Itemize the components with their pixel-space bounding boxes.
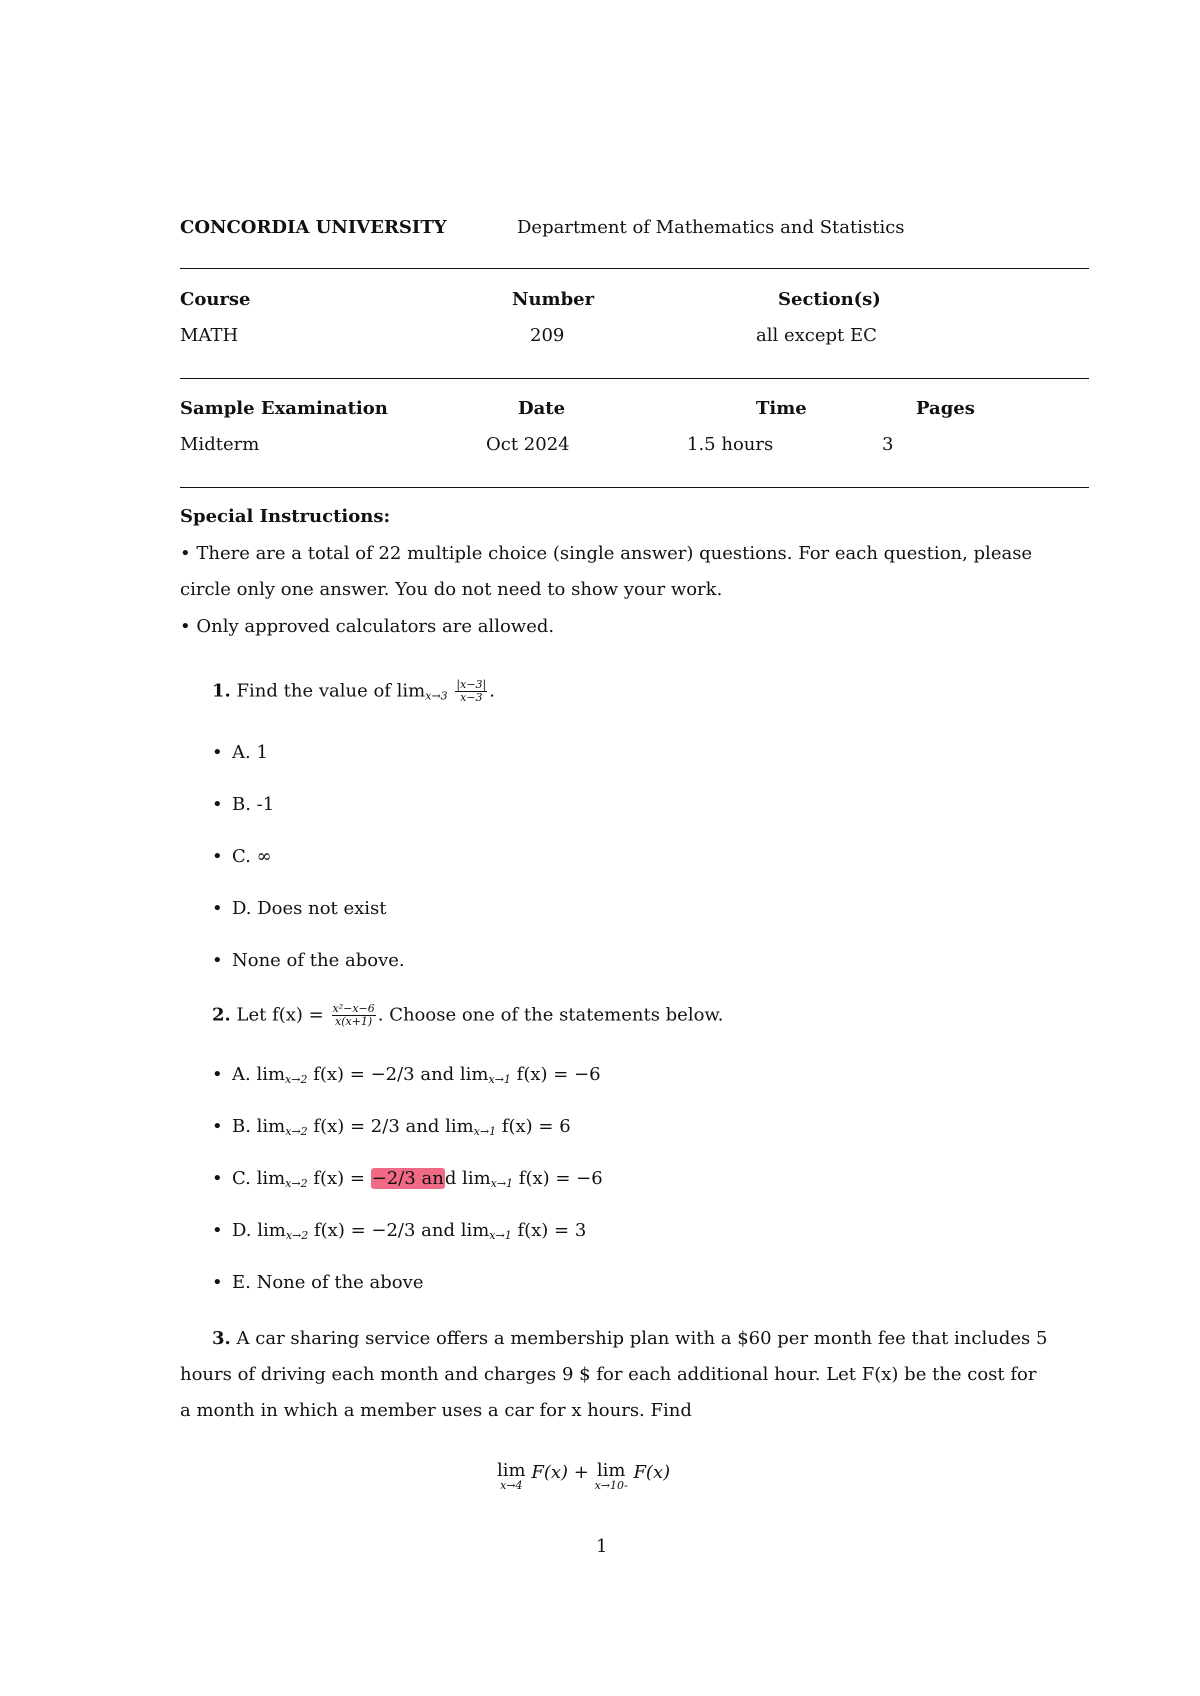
bullet-icon: • — [180, 543, 197, 564]
q1-option-d[interactable]: • D. Does not exist — [212, 898, 387, 919]
fraction: $\frac{\text{x²−x−6}}{x(x+1)}$ — [332, 1002, 375, 1028]
bullet-icon: • — [212, 1064, 223, 1085]
course-header: Course — [180, 289, 251, 310]
sections-value: all except EC — [756, 325, 877, 346]
question-3-line: a month in which a member uses a car for x hours. Find — [180, 1400, 692, 1421]
q2-option-a[interactable]: • A. $\lim_{x\to 2} f(x) = -2/3$ and $\lim_{x\to 1} f(x) = -6$ — [212, 1064, 601, 1086]
q2-option-c[interactable]: • C. $\lim_{x\to 2} f(x) = -2/3$ and $\lim_{x\to 1} f(x) = -6$ — [212, 1168, 603, 1190]
divider — [180, 487, 1089, 488]
bullet-icon: • — [212, 898, 223, 919]
bullet-icon: • — [212, 742, 223, 763]
number-header: Number — [512, 289, 595, 310]
question-1: 1. Find the value of $\lim_{x\to 3}$ $\frac{|x-3|}{x-3}$ . — [212, 678, 495, 704]
time-header: Time — [756, 398, 807, 419]
divider — [180, 268, 1089, 269]
sections-header: Section(s) — [778, 289, 881, 310]
bullet-icon: • — [212, 1116, 223, 1137]
question-3-line: hours of driving each month and charges 9 $ for each additional hour. Let F(x) be the cost for — [180, 1364, 1037, 1385]
time-value: 1.5 hours — [687, 434, 774, 455]
bullet-icon: • — [212, 1220, 223, 1241]
divider — [180, 378, 1089, 379]
department-name: Department of Mathematics and Statistics — [517, 217, 905, 238]
pages-value: 3 — [882, 434, 894, 455]
bullet-icon: • — [212, 950, 223, 971]
highlight-mark: −2/3 an — [371, 1168, 444, 1189]
university-name: CONCORDIA UNIVERSITY — [180, 217, 447, 238]
q2-option-b[interactable]: • B. $\lim_{x\to 2} f(x) = 2/3$ and $\lim_{x\to 1} f(x) = 6$ — [212, 1116, 571, 1138]
q2-option-e[interactable]: • E. None of the above — [212, 1272, 424, 1293]
bullet-icon: • — [212, 1168, 223, 1189]
bullet-icon: • — [212, 794, 223, 815]
date-value: Oct 2024 — [486, 434, 570, 455]
sample-exam-header: Sample Examination — [180, 398, 388, 419]
bullet-icon: • — [212, 846, 223, 867]
question-3: 3. A car sharing service offers a membership plan with a $60 per month fee that includes 5 — [212, 1328, 1048, 1349]
q1-option-c[interactable]: • C. ∞ — [212, 846, 272, 867]
course-value: MATH — [180, 325, 239, 346]
limit-expression: lim x→4 F(x) + lim x→10- F(x) — [497, 1460, 671, 1492]
pages-header: Pages — [916, 398, 975, 419]
date-header: Date — [518, 398, 566, 419]
q1-option-e[interactable]: • None of the above. — [212, 950, 405, 971]
exam-type-value: Midterm — [180, 434, 260, 455]
q1-option-b[interactable]: • B. -1 — [212, 794, 275, 815]
instruction-line: • There are a total of 22 multiple choice (single answer) questions. For each question, please — [180, 543, 1033, 564]
instruction-line: • Only approved calculators are allowed. — [180, 616, 555, 637]
instructions-title: Special Instructions: — [180, 506, 391, 527]
question-2: 2. Let f(x) = $\frac{\text{x²−x−6}}{x(x+1)}$ . Choose one of the statements below. — [212, 1002, 724, 1028]
bullet-icon: • — [212, 1272, 223, 1293]
q1-option-a[interactable]: • A. 1 — [212, 742, 268, 763]
instruction-line: circle only one answer. You do not need to show your work. — [180, 579, 723, 600]
number-value: 209 — [530, 325, 565, 346]
fraction: $\frac{|x-3|}{x-3}$ — [456, 678, 487, 704]
q2-option-d[interactable]: • D. $\lim_{x\to 2} f(x) = -2/3$ and $\lim_{x\to 1} f(x) = 3$ — [212, 1220, 587, 1242]
page-number: 1 — [596, 1536, 608, 1557]
bullet-icon: • — [180, 616, 197, 637]
